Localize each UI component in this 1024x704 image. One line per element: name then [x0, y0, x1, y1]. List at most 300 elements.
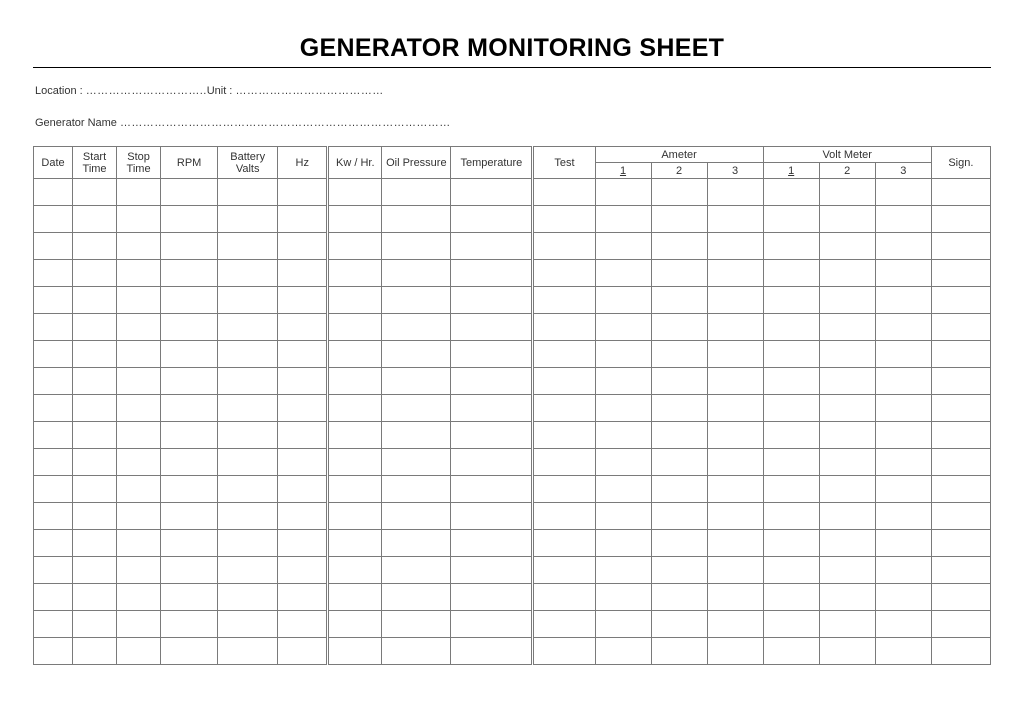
entry-cell[interactable] [651, 476, 707, 503]
entry-cell[interactable] [533, 611, 595, 638]
entry-cell[interactable] [328, 503, 382, 530]
entry-cell[interactable] [763, 611, 819, 638]
entry-cell[interactable] [931, 206, 990, 233]
entry-cell[interactable] [73, 287, 117, 314]
entry-cell[interactable] [451, 584, 533, 611]
entry-cell[interactable] [875, 314, 931, 341]
entry-cell[interactable] [595, 476, 651, 503]
entry-cell[interactable] [73, 503, 117, 530]
entry-cell[interactable] [707, 314, 763, 341]
entry-cell[interactable] [763, 476, 819, 503]
entry-cell[interactable] [707, 449, 763, 476]
entry-cell[interactable] [278, 476, 328, 503]
entry-cell[interactable] [34, 314, 73, 341]
entry-cell[interactable] [278, 584, 328, 611]
entry-cell[interactable] [117, 368, 161, 395]
entry-cell[interactable] [161, 260, 218, 287]
entry-cell[interactable] [819, 395, 875, 422]
entry-cell[interactable] [382, 530, 451, 557]
entry-cell[interactable] [931, 260, 990, 287]
entry-cell[interactable] [451, 395, 533, 422]
entry-cell[interactable] [763, 395, 819, 422]
entry-cell[interactable] [533, 314, 595, 341]
entry-cell[interactable] [451, 260, 533, 287]
entry-cell[interactable] [278, 206, 328, 233]
entry-cell[interactable] [819, 287, 875, 314]
entry-cell[interactable] [875, 503, 931, 530]
entry-cell[interactable] [218, 530, 278, 557]
entry-cell[interactable] [533, 530, 595, 557]
entry-cell[interactable] [651, 611, 707, 638]
entry-cell[interactable] [819, 449, 875, 476]
entry-cell[interactable] [707, 179, 763, 206]
entry-cell[interactable] [875, 530, 931, 557]
entry-cell[interactable] [875, 395, 931, 422]
entry-cell[interactable] [34, 449, 73, 476]
entry-cell[interactable] [117, 206, 161, 233]
entry-cell[interactable] [819, 314, 875, 341]
entry-cell[interactable] [875, 638, 931, 665]
entry-cell[interactable] [328, 557, 382, 584]
entry-cell[interactable] [931, 611, 990, 638]
entry-cell[interactable] [819, 584, 875, 611]
entry-cell[interactable] [819, 341, 875, 368]
entry-cell[interactable] [707, 341, 763, 368]
entry-cell[interactable] [382, 395, 451, 422]
entry-cell[interactable] [278, 638, 328, 665]
entry-cell[interactable] [117, 179, 161, 206]
entry-cell[interactable] [533, 584, 595, 611]
entry-cell[interactable] [382, 449, 451, 476]
entry-cell[interactable] [595, 341, 651, 368]
entry-cell[interactable] [161, 584, 218, 611]
entry-cell[interactable] [161, 638, 218, 665]
entry-cell[interactable] [875, 557, 931, 584]
entry-cell[interactable] [382, 476, 451, 503]
entry-cell[interactable] [819, 179, 875, 206]
entry-cell[interactable] [117, 557, 161, 584]
entry-cell[interactable] [651, 530, 707, 557]
entry-cell[interactable] [451, 233, 533, 260]
entry-cell[interactable] [117, 314, 161, 341]
entry-cell[interactable] [451, 206, 533, 233]
entry-cell[interactable] [819, 557, 875, 584]
entry-cell[interactable] [707, 476, 763, 503]
entry-cell[interactable] [707, 287, 763, 314]
entry-cell[interactable] [328, 611, 382, 638]
entry-cell[interactable] [73, 611, 117, 638]
entry-cell[interactable] [278, 395, 328, 422]
entry-cell[interactable] [161, 368, 218, 395]
entry-cell[interactable] [931, 395, 990, 422]
entry-cell[interactable] [931, 530, 990, 557]
entry-cell[interactable] [73, 260, 117, 287]
entry-cell[interactable] [451, 638, 533, 665]
entry-cell[interactable] [651, 503, 707, 530]
entry-cell[interactable] [595, 557, 651, 584]
entry-cell[interactable] [218, 341, 278, 368]
entry-cell[interactable] [595, 395, 651, 422]
entry-cell[interactable] [117, 287, 161, 314]
entry-cell[interactable] [875, 611, 931, 638]
entry-cell[interactable] [595, 206, 651, 233]
entry-cell[interactable] [931, 584, 990, 611]
entry-cell[interactable] [763, 584, 819, 611]
entry-cell[interactable] [278, 422, 328, 449]
entry-cell[interactable] [819, 503, 875, 530]
entry-cell[interactable] [161, 611, 218, 638]
entry-cell[interactable] [533, 422, 595, 449]
entry-cell[interactable] [875, 476, 931, 503]
entry-cell[interactable] [763, 341, 819, 368]
entry-cell[interactable] [707, 611, 763, 638]
entry-cell[interactable] [533, 449, 595, 476]
entry-cell[interactable] [533, 395, 595, 422]
entry-cell[interactable] [382, 260, 451, 287]
entry-cell[interactable] [875, 368, 931, 395]
entry-cell[interactable] [218, 233, 278, 260]
entry-cell[interactable] [278, 611, 328, 638]
entry-cell[interactable] [707, 395, 763, 422]
entry-cell[interactable] [533, 638, 595, 665]
entry-cell[interactable] [875, 233, 931, 260]
entry-cell[interactable] [218, 611, 278, 638]
entry-cell[interactable] [819, 206, 875, 233]
entry-cell[interactable] [595, 584, 651, 611]
entry-cell[interactable] [595, 530, 651, 557]
entry-cell[interactable] [651, 368, 707, 395]
entry-cell[interactable] [595, 611, 651, 638]
entry-cell[interactable] [931, 638, 990, 665]
entry-cell[interactable] [451, 179, 533, 206]
entry-cell[interactable] [451, 422, 533, 449]
entry-cell[interactable] [451, 557, 533, 584]
entry-cell[interactable] [278, 179, 328, 206]
entry-cell[interactable] [34, 179, 73, 206]
entry-cell[interactable] [278, 287, 328, 314]
entry-cell[interactable] [533, 287, 595, 314]
entry-cell[interactable] [117, 449, 161, 476]
entry-cell[interactable] [707, 530, 763, 557]
entry-cell[interactable] [328, 287, 382, 314]
entry-cell[interactable] [218, 449, 278, 476]
entry-cell[interactable] [651, 449, 707, 476]
entry-cell[interactable] [595, 638, 651, 665]
entry-cell[interactable] [931, 314, 990, 341]
entry-cell[interactable] [819, 233, 875, 260]
entry-cell[interactable] [117, 233, 161, 260]
entry-cell[interactable] [931, 233, 990, 260]
entry-cell[interactable] [875, 449, 931, 476]
entry-cell[interactable] [595, 287, 651, 314]
entry-cell[interactable] [595, 368, 651, 395]
entry-cell[interactable] [73, 179, 117, 206]
entry-cell[interactable] [117, 503, 161, 530]
entry-cell[interactable] [595, 503, 651, 530]
entry-cell[interactable] [117, 341, 161, 368]
entry-cell[interactable] [117, 611, 161, 638]
entry-cell[interactable] [533, 233, 595, 260]
entry-cell[interactable] [819, 476, 875, 503]
entry-cell[interactable] [451, 341, 533, 368]
entry-cell[interactable] [117, 530, 161, 557]
entry-cell[interactable] [875, 584, 931, 611]
entry-cell[interactable] [117, 395, 161, 422]
entry-cell[interactable] [161, 287, 218, 314]
entry-cell[interactable] [218, 395, 278, 422]
entry-cell[interactable] [278, 233, 328, 260]
entry-cell[interactable] [218, 557, 278, 584]
entry-cell[interactable] [931, 341, 990, 368]
entry-cell[interactable] [278, 503, 328, 530]
entry-cell[interactable] [328, 314, 382, 341]
entry-cell[interactable] [931, 179, 990, 206]
entry-cell[interactable] [161, 449, 218, 476]
entry-cell[interactable] [819, 422, 875, 449]
entry-cell[interactable] [34, 638, 73, 665]
entry-cell[interactable] [218, 503, 278, 530]
entry-cell[interactable] [707, 584, 763, 611]
entry-cell[interactable] [595, 422, 651, 449]
entry-cell[interactable] [328, 179, 382, 206]
entry-cell[interactable] [382, 584, 451, 611]
entry-cell[interactable] [328, 341, 382, 368]
entry-cell[interactable] [161, 179, 218, 206]
entry-cell[interactable] [595, 179, 651, 206]
unit-field[interactable]: ………………………………… [235, 85, 384, 97]
entry-cell[interactable] [218, 584, 278, 611]
entry-cell[interactable] [651, 260, 707, 287]
entry-cell[interactable] [931, 503, 990, 530]
entry-cell[interactable] [707, 233, 763, 260]
entry-cell[interactable] [707, 503, 763, 530]
entry-cell[interactable] [451, 503, 533, 530]
entry-cell[interactable] [707, 260, 763, 287]
entry-cell[interactable] [819, 530, 875, 557]
entry-cell[interactable] [34, 557, 73, 584]
entry-cell[interactable] [34, 395, 73, 422]
entry-cell[interactable] [451, 476, 533, 503]
entry-cell[interactable] [218, 260, 278, 287]
entry-cell[interactable] [382, 422, 451, 449]
entry-cell[interactable] [161, 557, 218, 584]
entry-cell[interactable] [382, 314, 451, 341]
entry-cell[interactable] [451, 368, 533, 395]
entry-cell[interactable] [328, 530, 382, 557]
entry-cell[interactable] [451, 449, 533, 476]
entry-cell[interactable] [763, 557, 819, 584]
entry-cell[interactable] [117, 476, 161, 503]
entry-cell[interactable] [73, 476, 117, 503]
entry-cell[interactable] [763, 233, 819, 260]
entry-cell[interactable] [218, 638, 278, 665]
entry-cell[interactable] [707, 422, 763, 449]
entry-cell[interactable] [328, 206, 382, 233]
entry-cell[interactable] [73, 395, 117, 422]
entry-cell[interactable] [931, 368, 990, 395]
entry-cell[interactable] [651, 638, 707, 665]
entry-cell[interactable] [218, 287, 278, 314]
entry-cell[interactable] [382, 503, 451, 530]
entry-cell[interactable] [819, 368, 875, 395]
entry-cell[interactable] [278, 530, 328, 557]
entry-cell[interactable] [651, 584, 707, 611]
entry-cell[interactable] [73, 557, 117, 584]
entry-cell[interactable] [161, 422, 218, 449]
entry-cell[interactable] [533, 557, 595, 584]
entry-cell[interactable] [707, 638, 763, 665]
entry-cell[interactable] [328, 260, 382, 287]
entry-cell[interactable] [218, 179, 278, 206]
entry-cell[interactable] [451, 287, 533, 314]
entry-cell[interactable] [34, 476, 73, 503]
entry-cell[interactable] [73, 638, 117, 665]
entry-cell[interactable] [161, 206, 218, 233]
entry-cell[interactable] [533, 179, 595, 206]
entry-cell[interactable] [117, 422, 161, 449]
entry-cell[interactable] [278, 449, 328, 476]
entry-cell[interactable] [707, 206, 763, 233]
entry-cell[interactable] [328, 476, 382, 503]
entry-cell[interactable] [651, 233, 707, 260]
entry-cell[interactable] [34, 287, 73, 314]
entry-cell[interactable] [651, 341, 707, 368]
entry-cell[interactable] [451, 530, 533, 557]
entry-cell[interactable] [161, 503, 218, 530]
entry-cell[interactable] [278, 260, 328, 287]
entry-cell[interactable] [533, 368, 595, 395]
entry-cell[interactable] [707, 368, 763, 395]
entry-cell[interactable] [218, 422, 278, 449]
entry-cell[interactable] [328, 368, 382, 395]
entry-cell[interactable] [161, 233, 218, 260]
entry-cell[interactable] [382, 611, 451, 638]
entry-cell[interactable] [34, 530, 73, 557]
entry-cell[interactable] [382, 557, 451, 584]
entry-cell[interactable] [218, 206, 278, 233]
entry-cell[interactable] [763, 638, 819, 665]
entry-cell[interactable] [763, 314, 819, 341]
entry-cell[interactable] [875, 179, 931, 206]
entry-cell[interactable] [161, 341, 218, 368]
entry-cell[interactable] [651, 422, 707, 449]
entry-cell[interactable] [73, 530, 117, 557]
entry-cell[interactable] [382, 638, 451, 665]
entry-cell[interactable] [34, 584, 73, 611]
entry-cell[interactable] [73, 206, 117, 233]
entry-cell[interactable] [34, 422, 73, 449]
entry-cell[interactable] [382, 233, 451, 260]
entry-cell[interactable] [328, 584, 382, 611]
entry-cell[interactable] [819, 638, 875, 665]
entry-cell[interactable] [931, 422, 990, 449]
entry-cell[interactable] [117, 260, 161, 287]
entry-cell[interactable] [161, 395, 218, 422]
entry-cell[interactable] [161, 530, 218, 557]
entry-cell[interactable] [763, 206, 819, 233]
entry-cell[interactable] [73, 584, 117, 611]
entry-cell[interactable] [763, 422, 819, 449]
generator-name-field[interactable]: …………………………………………………………………………… [120, 117, 451, 129]
entry-cell[interactable] [451, 611, 533, 638]
entry-cell[interactable] [382, 179, 451, 206]
entry-cell[interactable] [328, 638, 382, 665]
entry-cell[interactable] [763, 449, 819, 476]
entry-cell[interactable] [278, 368, 328, 395]
entry-cell[interactable] [763, 368, 819, 395]
entry-cell[interactable] [218, 476, 278, 503]
entry-cell[interactable] [651, 287, 707, 314]
entry-cell[interactable] [218, 314, 278, 341]
entry-cell[interactable] [875, 260, 931, 287]
entry-cell[interactable] [533, 476, 595, 503]
location-field[interactable]: ………………………….. [85, 85, 207, 97]
entry-cell[interactable] [328, 422, 382, 449]
entry-cell[interactable] [382, 341, 451, 368]
entry-cell[interactable] [533, 260, 595, 287]
entry-cell[interactable] [34, 611, 73, 638]
entry-cell[interactable] [34, 503, 73, 530]
entry-cell[interactable] [651, 179, 707, 206]
entry-cell[interactable] [651, 557, 707, 584]
entry-cell[interactable] [651, 206, 707, 233]
entry-cell[interactable] [278, 341, 328, 368]
entry-cell[interactable] [73, 341, 117, 368]
entry-cell[interactable] [34, 260, 73, 287]
entry-cell[interactable] [161, 314, 218, 341]
entry-cell[interactable] [931, 449, 990, 476]
entry-cell[interactable] [595, 233, 651, 260]
entry-cell[interactable] [73, 449, 117, 476]
entry-cell[interactable] [595, 260, 651, 287]
entry-cell[interactable] [931, 287, 990, 314]
entry-cell[interactable] [328, 395, 382, 422]
entry-cell[interactable] [382, 206, 451, 233]
entry-cell[interactable] [763, 503, 819, 530]
entry-cell[interactable] [382, 287, 451, 314]
entry-cell[interactable] [34, 206, 73, 233]
entry-cell[interactable] [931, 557, 990, 584]
entry-cell[interactable] [73, 422, 117, 449]
entry-cell[interactable] [73, 314, 117, 341]
entry-cell[interactable] [117, 584, 161, 611]
entry-cell[interactable] [875, 287, 931, 314]
entry-cell[interactable] [117, 638, 161, 665]
entry-cell[interactable] [875, 206, 931, 233]
entry-cell[interactable] [819, 260, 875, 287]
entry-cell[interactable] [34, 341, 73, 368]
entry-cell[interactable] [533, 503, 595, 530]
entry-cell[interactable] [278, 557, 328, 584]
entry-cell[interactable] [328, 233, 382, 260]
entry-cell[interactable] [382, 368, 451, 395]
entry-cell[interactable] [34, 368, 73, 395]
entry-cell[interactable] [451, 314, 533, 341]
entry-cell[interactable] [707, 557, 763, 584]
entry-cell[interactable] [161, 476, 218, 503]
entry-cell[interactable] [73, 233, 117, 260]
entry-cell[interactable] [595, 314, 651, 341]
entry-cell[interactable] [34, 233, 73, 260]
entry-cell[interactable] [931, 476, 990, 503]
entry-cell[interactable] [595, 449, 651, 476]
entry-cell[interactable] [875, 422, 931, 449]
entry-cell[interactable] [763, 530, 819, 557]
entry-cell[interactable] [73, 368, 117, 395]
entry-cell[interactable] [651, 314, 707, 341]
entry-cell[interactable] [651, 395, 707, 422]
entry-cell[interactable] [218, 368, 278, 395]
